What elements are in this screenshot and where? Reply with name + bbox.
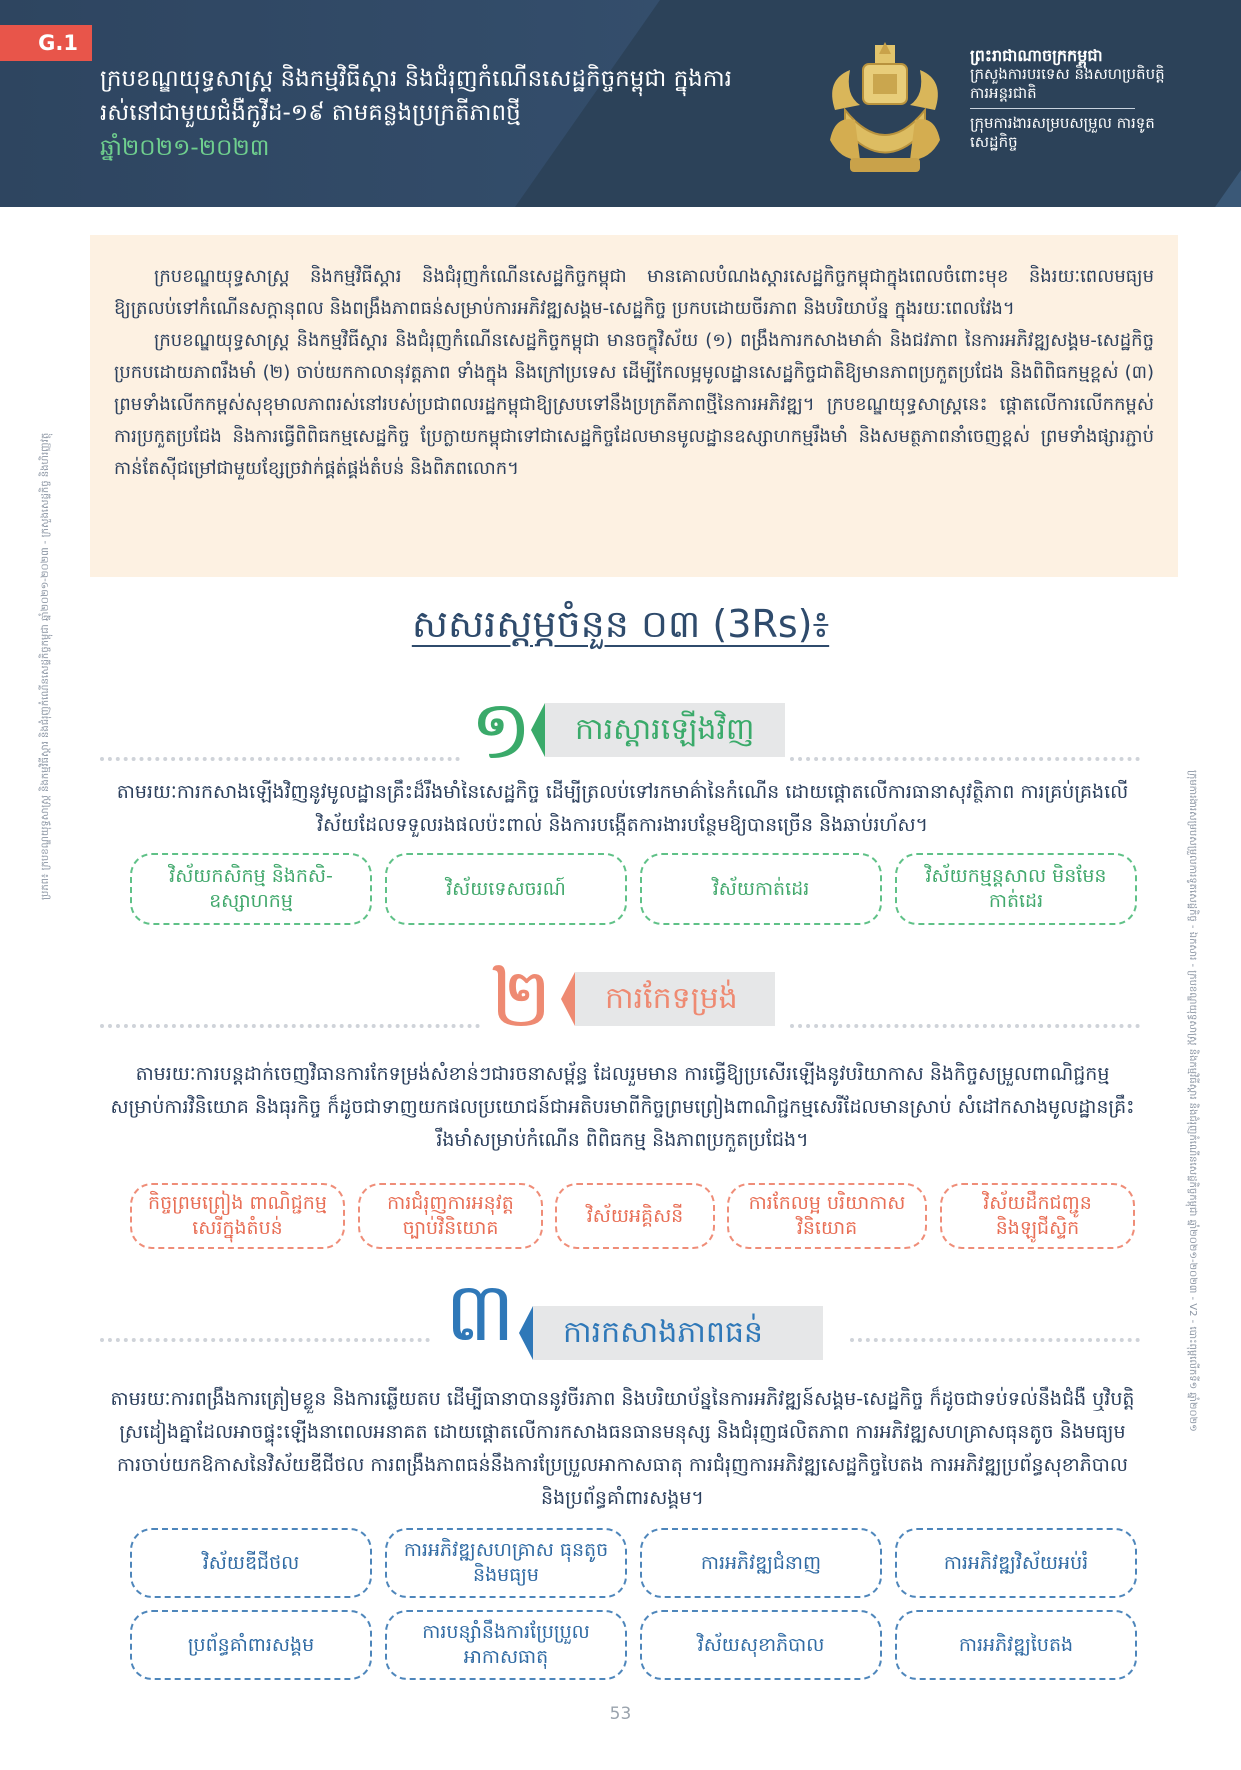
side-note-left: ប្រភព៖ ក្របខណ្ឌយុទ្ធសាស្ត្រ និងកម្មវិធីស្ដារ និងជំរុញកំណើនសេដ្ឋកិច្ចកម្ពុជា ឆ្នាំ២០២១-២០២៣ - ក្រសួងសេដ្ឋកិច្ច និងហិរញ្ញវត្ថុ: [40, 432, 51, 900]
pillar-2-item-4: ការកែលម្អ បរិយាកាសវិនិយោគ: [727, 1183, 927, 1249]
org-committee: ក្រុមការងារសម្របសម្រួល ការទូតសេដ្ឋកិច្ច: [970, 114, 1155, 151]
pillar-3-item-5: ប្រព័ន្ធគាំពារសង្គម: [130, 1610, 372, 1680]
org-kingdom: ព្រះរាជាណាចក្រកម្ពុជា: [970, 46, 1103, 65]
pillar-3-item-2: ការអភិវឌ្ឍសហគ្រាស ធុនតូច និងមធ្យម: [385, 1528, 627, 1598]
pillar-3-item-1: វិស័យឌីជីថល: [130, 1528, 372, 1598]
pillar-1-arrow-icon: [531, 703, 545, 757]
pillar-1-item-1: វិស័យកសិកម្ម និងកសិ-ឧស្សាហកម្ម: [130, 853, 372, 925]
pillar-2-label: ការកែទម្រង់: [575, 972, 775, 1026]
intro-box: [90, 235, 1178, 577]
organization-block: [970, 46, 1170, 152]
pillar-2-item-1: កិច្ចព្រមព្រៀង ពាណិជ្ជកម្មសេរីក្នុងតំបន់: [130, 1183, 345, 1249]
pillar-1-label: ការស្ដារឡើងវិញ: [545, 703, 785, 757]
header-title: ក្របខណ្ឌយុទ្ធសាស្ត្រ និងកម្មវិធីស្ដារ និងជំរុញកំណើនសេដ្ឋកិច្ចកម្ពុជា ក្នុងការរស់នៅជាមួយជំងឺកូវីដ-១៩ តាមគន្លងប្រក្រតីភាពថ្មី: [100, 66, 732, 126]
divider-dots-3-left: [100, 1338, 430, 1342]
intro-paragraph-1: ក្របខណ្ឌយុទ្ធសាស្ត្រ និងកម្មវិធីស្ដារ និងជំរុញកំណើនសេដ្ឋកិច្ចកម្ពុជា មានគោលបំណងស្ដារសេដ្ឋកិច្ចកម្ពុជាក្នុងពេលចំពោះមុខ និងរយៈពេលមធ្យម ឱ្យត្រលប់ទៅកំណើនសក្ដានុពល និងពង្រឹងភាពធន់សម្រាប់ការអភិវឌ្ឍសង្គម-សេដ្ឋកិច្ច ប្រកបដោយចីរភាព និងបរិយាប័ន្ន ក្នុងរយៈពេលវែង។: [114, 266, 1154, 319]
divider-dots-1-right: [790, 757, 1140, 761]
pillar-3-item-4: ការអភិវឌ្ឍវិស័យអប់រំ: [895, 1528, 1137, 1598]
pillar-3-item-6: ការបន្សាំនឹងការប្រែប្រួល អាកាសធាតុ: [385, 1610, 627, 1680]
header-banner: [0, 0, 1241, 207]
pillar-3-item-8: ការអភិវឌ្ឍបៃតង: [895, 1610, 1137, 1680]
main-title: [0, 600, 1241, 656]
pillar-3-arrow-icon: [519, 1306, 533, 1360]
pillar-1-description: តាមរយៈការកសាងឡើងវិញនូវមូលដ្ឋានគ្រឹះដ៏រឹងមាំនៃសេដ្ឋកិច្ច ដើម្បីត្រលប់ទៅរកមាគ៌ានៃកំណើន ដោយផ្ដោតលើការធានាសុវត្ថិភាព ការគ្រប់គ្រងលើវិស័យដែលទទួលរងផលប៉ះពាល់ និងការបង្កើតការងារបន្ថែមឱ្យបានច្រើន និងឆាប់រហ័ស។: [116, 781, 1129, 836]
pillar-1-item-3: វិស័យកាត់ដេរ: [640, 853, 882, 925]
pillar-2-arrow-icon: [561, 972, 575, 1026]
intro-paragraph-2: ក្របខណ្ឌយុទ្ធសាស្ត្រ និងកម្មវិធីស្ដារ និងជំរុញកំណើនសេដ្ឋកិច្ចកម្ពុជា មានចក្ខុវិស័យ (១) ពង្រឹងការកសាងមាគ៌ា និងជវភាព នៃការអភិវឌ្ឍសង្គម-សេដ្ឋកិច្ច ប្រកបដោយភាពរឹងមាំ (២) ចាប់យកកាលានុវត្តភាព ទាំងក្នុង និងក្រៅប្រទេស ដើម្បីកែលម្អមូលដ្ឋានសេដ្ឋកិច្ចជាតិឱ្យមានភាពប្រកួតប្រជែង និងពិពិធកម្មខ្ពស់ (៣) ព្រមទាំងលើកកម្ពស់សុខុមាលភាពរស់នៅរបស់ប្រជាពលរដ្ឋកម្ពុជាឱ្យស្របទៅនឹងប្រក្រតីភាពថ្មីនៃការអភិវឌ្ឍ។ ក្របខណ្ឌយុទ្ធសាស្ត្រនេះ ផ្ដោតលើការលើកកម្ពស់ការប្រកួតប្រជែង និងការធ្វើពិពិធកម្មសេដ្ឋកិច្ច ប្រែក្លាយកម្ពុជាទៅជាសេដ្ឋកិច្ចដែលមានមូលដ្ឋានឧស្សាហកម្មរឹងមាំ និងសមត្ថភាពនាំចេញខ្ពស់ ព្រមទាំងផ្សារភ្ជាប់កាន់តែស៊ីជម្រៅជាមួយខ្សែច្រវាក់ផ្គត់ផ្គង់តំបន់ និងពិភពលោក។: [114, 330, 1154, 479]
section-tag: G.1: [0, 25, 92, 61]
pillar-3-item-3: ការអភិវឌ្ឍជំនាញ: [640, 1528, 882, 1598]
divider-dots-2-right: [790, 1024, 1140, 1028]
pillar-1-item-2: វិស័យទេសចរណ៍: [385, 853, 627, 925]
org-divider: [970, 108, 1135, 109]
divider-dots-2-left: [100, 1024, 480, 1028]
divider-dots-3-right: [850, 1338, 1140, 1342]
pillar-2-item-3: វិស័យអគ្គិសនី: [555, 1183, 715, 1249]
pillar-2-item-2: ការជំរុញការអនុវត្ត ច្បាប់វិនិយោគ: [358, 1183, 543, 1249]
page-number: 53: [609, 1704, 632, 1724]
side-note-right: ក្រុមការងារសម្របសម្រួលការទូតសេដ្ឋកិច្ច - ឯកសារ - ក្របខណ្ឌយុទ្ធសាស្ត្រ និងកម្មវិធីស្ដារ និងជំរុញកំណើនសេដ្ឋកិច្ចកម្ពុជា ឆ្នាំ២០២១-២០២៣ - V2 - បោះពុម្ពលើកទី១ ឆ្នាំ២០២១: [1187, 770, 1198, 1432]
royal-coat-of-arms-icon: [815, 40, 955, 180]
pillar-1-item-4: វិស័យកម្មន្តសាល មិនមែនកាត់ដេរ: [895, 853, 1137, 925]
pillar-2-number: ២: [490, 951, 553, 1046]
pillar-3-label: ការកសាងភាពធន់: [533, 1306, 823, 1360]
pillar-3-description: តាមរយៈការពង្រឹងការត្រៀមខ្លួន និងការឆ្លើយតប ដើម្បីធានាបាននូវចីរភាព និងបរិយាប័ន្ននៃការអភិវឌ្ឍន៍សង្គម-សេដ្ឋកិច្ច ក៏ដូចជាទប់ទល់នឹងជំងឺ ឬវិបត្តិស្រដៀងគ្នាដែលអាចផ្ទុះឡើងនាពេលអនាគត ដោយផ្ដោតលើការកសាងធនធានមនុស្ស និងជំរុញផលិតភាព ការអភិវឌ្ឍសហគ្រាសធុនតូច និងមធ្យម ការចាប់យកឱកាសនៃវិស័យឌីជីថល ការពង្រឹងភាពធន់នឹងការប្រែប្រួលអាកាសធាតុ ការជំរុញការអភិវឌ្ឍសេដ្ឋកិច្ចបៃតង ការអភិវឌ្ឍប្រព័ន្ធសុខាភិបាល និងប្រព័ន្ធគាំពារសង្គម។: [110, 1388, 1135, 1509]
pillar-1-number: ១: [470, 683, 533, 778]
pillar-2-description: តាមរយៈការបន្តដាក់ចេញវិធានការកែទម្រង់សំខាន់ៗជារចនាសម្ព័ន្ធ ដែលរួមមាន ការធ្វើឱ្យប្រសើរឡើងនូវបរិយាកាស និងកិច្ចសម្រួលពាណិជ្ជកម្មសម្រាប់ការវិនិយោគ និងធុរកិច្ច ក៏ដូចជាទាញយកផលប្រយោជន៍ជាអតិបរមាពីកិច្ចព្រមព្រៀងពាណិជ្ជកម្មសេរីដែលមានស្រាប់ សំដៅកសាងមូលដ្ឋានគ្រឹះរឹងមាំសម្រាប់កំណើន ពិពិធកម្ម និងភាពប្រកួតប្រជែង។: [110, 1063, 1135, 1151]
main-title-text: សសរស្តម្ភចំនួន ០៣ (3Rs)៖: [411, 602, 830, 646]
pillar-2-item-5: វិស័យដឹកជញ្ជូន និងឡូជីស្ទិក: [940, 1183, 1135, 1249]
pillar-3-item-7: វិស័យសុខាភិបាល: [640, 1610, 882, 1680]
divider-dots-1-left: [100, 757, 460, 761]
org-ministry: ក្រសួងការបរទេស និងសហប្រតិបត្តិការអន្តរជាតិ: [970, 65, 1165, 102]
header-years: ឆ្នាំ២០២១-២០២៣: [100, 135, 270, 161]
pillar-3-number: ៣: [445, 1265, 516, 1360]
